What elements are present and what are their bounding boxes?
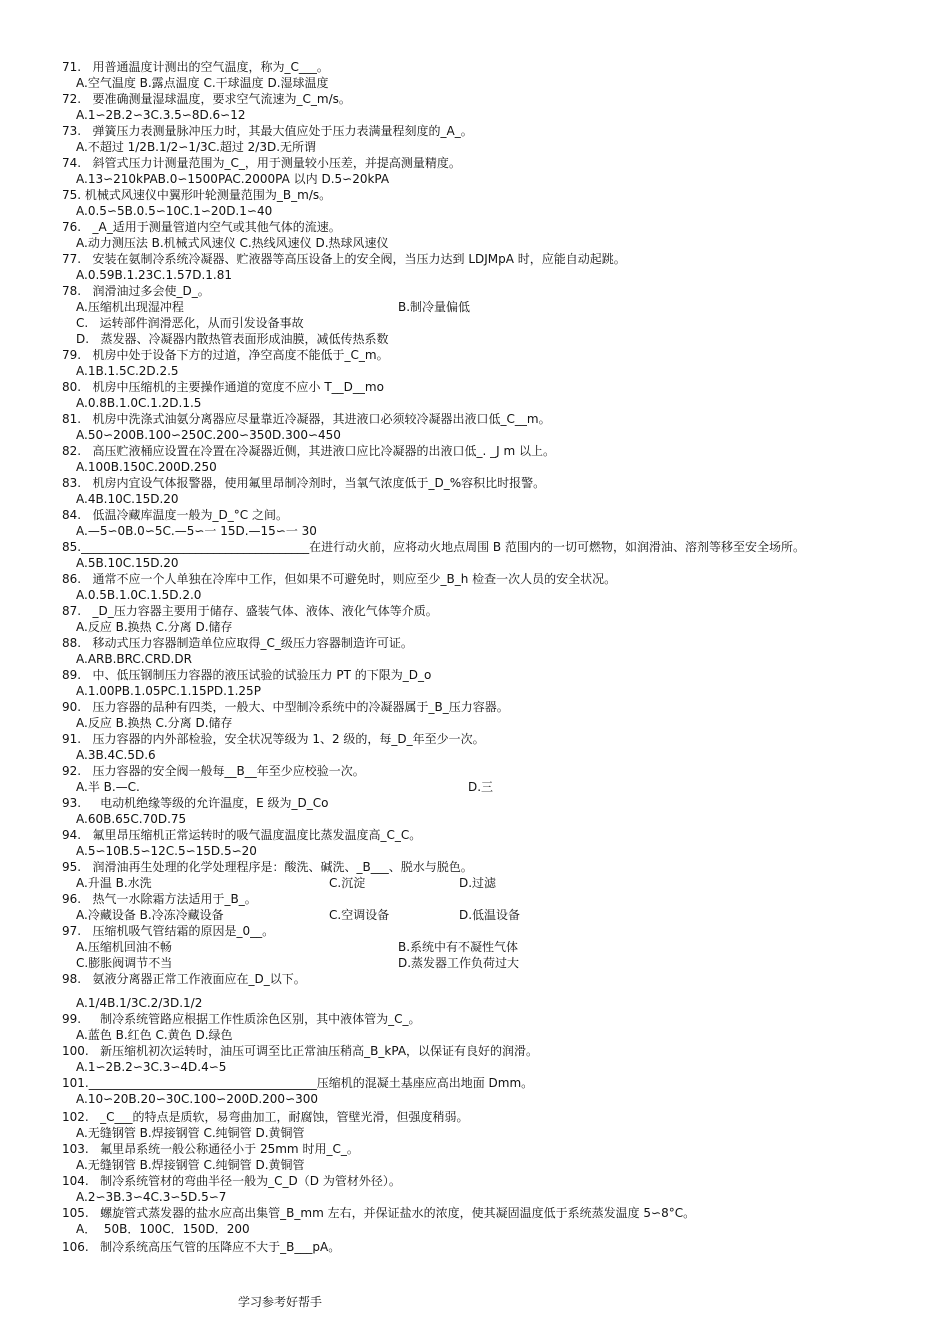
text-line-q99a: A.蓝色 B.红色 C.黄色 D.绿色 (76, 1028, 233, 1042)
text-line-q99: 99. 制冷系统管路应根据工作性质涂色区别，其中液体管为_C_。 (62, 1012, 421, 1026)
text-line-q72: 72. 要准确测量湿球温度，要求空气流速为_C_m/s。 (62, 92, 351, 106)
text-line-q103a: A.无缝钢管 B.焊接钢管 C.纯铜管 D.黄铜管 (76, 1158, 305, 1172)
text-line-q75: 75. 机械式风速仪中翼形叶轮测量范围为_B_m/s。 (62, 188, 332, 202)
text-line-q74: 74. 斜管式压力计测量范围为_C_，用于测量较小压差，并提高测量精度。 (62, 156, 461, 170)
text-line-q76a: A.动力测压法 B.机械式风速仪 C.热线风速仪 D.热球风速仪 (76, 236, 389, 250)
text-line-q72a: A.1∽2B.2∽3C.3.5∽8D.6∽12 (76, 108, 246, 122)
text-line-q71: 71. 用普通温度计测出的空气温度，称为_C___。 (62, 60, 329, 74)
text-line-q73: 73. 弹簧压力表测量脉冲压力时，其最大值应处于压力表满量程刻度的_A_。 (62, 124, 473, 138)
text-line-q100: 100. 新压缩机初次运转时，油压可调至比正常油压稍高_B_kPA，以保证有良好的润滑。 (62, 1044, 539, 1058)
text-line-q80a: A.0.8B.1.0C.1.2D.1.5 (76, 396, 202, 410)
text-line-q95: 95. 润滑油再生处理的化学处理程序是：酸洗、碱洗、_B___、脱水与脱色。 (62, 860, 473, 874)
text-line-q88a: A.ARB.BRC.CRD.DR (76, 652, 192, 666)
text-line-q92: 92. 压力容器的安全阀一般每__B__年至少应校验一次。 (62, 764, 365, 778)
text-line-q93: 93. 电动机绝缘等级的允许温度，E 级为_D_Co (62, 796, 329, 810)
text-line-q87a: A.反应 B.换热 C.分离 D.储存 (76, 620, 233, 634)
text-line-q78c: C. 运转部件润滑恶化，从而引发设备事故 (76, 316, 304, 330)
text-line-q104a: A.2∽3B.3∽4C.3∽5D.5∽7 (76, 1190, 227, 1204)
text-line-q97b: B.系统中有不凝性气体 (398, 940, 519, 954)
text-line-q75a: A.0.5∽5B.0.5∽10C.1∽20D.1∽40 (76, 204, 273, 218)
text-line-q92a: A.半 B.—C. (76, 780, 140, 794)
text-line-q94: 94. 氟里昂压缩机正常运转时的吸气温度温度比蒸发温度高_C_C。 (62, 828, 422, 842)
text-line-q83a: A.4B.10C.15D.20 (76, 492, 179, 506)
text-line-q97d: D.蒸发器工作负荷过大 (398, 956, 520, 970)
text-line-q98a: A.1/4B.1/3C.2/3D.1/2 (76, 996, 203, 1010)
text-line-q84: 84. 低温冷藏库温度一般为_D_°C 之间。 (62, 508, 288, 522)
text-line-q92b: D.三 (468, 780, 494, 794)
text-line-q86: 86. 通常不应一个人单独在冷库中工作，但如果不可避免时，则应至少_B_h 检查一次人员的安全状况。 (62, 572, 617, 586)
text-line-q96: 96. 热气一水除霜方法适用于_B_。 (62, 892, 257, 906)
text-line-q81: 81. 机房中洗涤式油氨分离器应尽量靠近冷凝器，其进液口必须较冷凝器出液口低_C__m。 (62, 412, 551, 426)
page-footer: 学习参考好帮手 (238, 1295, 323, 1309)
text-line-q88: 88. 移动式压力容器制造单位应取得_C_级压力容器制造许可证。 (62, 636, 413, 650)
text-line-q97c: C.膨胀阀调节不当 (76, 956, 173, 970)
text-line-q96c: D.低温设备 (459, 908, 521, 922)
text-line-q85: 85.______________________________________在进行动火前，应将动火地点周围 B 范围内的一切可燃物，如润滑油、溶剂等移至安全场所。 (62, 540, 805, 554)
text-line-q105: 105. 螺旋管式蒸发器的盐水应高出集管_B_mm 左右，并保证盐水的浓度，使其凝固温度低于系统蒸发温度 5∽8°C。 (62, 1206, 696, 1220)
text-line-q78a: A.压缩机出现湿冲程 (76, 300, 184, 314)
text-line-q79a: A.1B.1.5C.2D.2.5 (76, 364, 179, 378)
text-line-q85a: A.5B.10C.15D.20 (76, 556, 179, 570)
text-line-q87: 87. _D_压力容器主要用于储存、盛装气体、液体、液化气体等介质。 (62, 604, 438, 618)
text-line-q82a: A.100B.150C.200D.250 (76, 460, 217, 474)
text-line-q78: 78. 润滑油过多会使_D_。 (62, 284, 210, 298)
text-line-q103: 103. 氟里昂系统一般公称通径小于 25mm 时用_C_。 (62, 1142, 359, 1156)
text-line-q95b: C.沉淀 (329, 876, 366, 890)
text-line-q93a: A.60B.65C.70D.75 (76, 812, 187, 826)
text-line-q102: 102. _C___的特点是质软，易弯曲加工，耐腐蚀，管壁光滑，但强度稍弱。 (62, 1110, 469, 1124)
text-line-q84a: A.—5∽0B.0∽5C.—5∽一 15D.—15∽一 30 (76, 524, 317, 538)
text-line-q94a: A.5∽10B.5∽12C.5∽15D.5∽20 (76, 844, 257, 858)
text-line-q82: 82. 高压贮液桶应设置在冷置在冷凝器近侧，其进液口应比冷凝器的出液口低_. _J m 以上。 (62, 444, 556, 458)
text-line-q89: 89. 中、低压钢制压力容器的液压试验的试验压力 PT 的下限为_D_o (62, 668, 432, 682)
text-line-q97a: A.压缩机回油不畅 (76, 940, 172, 954)
text-line-q96b: C.空调设备 (329, 908, 390, 922)
text-line-q91a: A.3B.4C.5D.6 (76, 748, 156, 762)
text-line-q86a: A.0.5B.1.0C.1.5D.2.0 (76, 588, 202, 602)
text-line-q101a: A.10∽20B.20∽30C.100∽200D.200∽300 (76, 1092, 319, 1106)
text-line-q76: 76. _A_适用于测量管道内空气或其他气体的流速。 (62, 220, 341, 234)
text-line-q91: 91. 压力容器的内外部检验，安全状况等级为 1、2 级的，每_D_年至少一次。 (62, 732, 485, 746)
text-line-q105a: A． 50B．100C．150D．200 (76, 1222, 250, 1236)
text-line-q79: 79. 机房中处于设备下方的过道，净空高度不能低于_C_m。 (62, 348, 389, 362)
text-line-q90a: A.反应 B.换热 C.分离 D.储存 (76, 716, 233, 730)
text-line-q83: 83. 机房内宜设气体报警器，使用氟里昂制冷剂时，当氧气浓度低于_D_%容积比时报警。 (62, 476, 546, 490)
text-line-q89a: A.1.00PB.1.05PC.1.15PD.1.25P (76, 684, 261, 698)
text-line-q78b: B.制冷量偏低 (398, 300, 471, 314)
text-line-q98: 98. 氨液分离器正常工作液面应在_D_以下。 (62, 972, 306, 986)
text-line-q95c: D.过滤 (459, 876, 497, 890)
text-line-q71a: A.空气温度 B.露点温度 C.干球温度 D.湿球温度 (76, 76, 329, 90)
text-line-q106: 106. 制冷系统高压气管的压降应不大于_B___pA。 (62, 1240, 341, 1254)
text-line-q74a: A.13∽210kPAB.0∽1500PAC.2000PA 以内 D.5∽20kPA (76, 172, 390, 186)
text-line-q100a: A.1∽2B.2∽3C.3∽4D.4∽5 (76, 1060, 227, 1074)
text-line-q95a: A.升温 B.水洗 (76, 876, 152, 890)
text-line-q96a: A.冷藏设备 B.冷冻冷藏设备 (76, 908, 224, 922)
text-line-q77a: A.0.59B.1.23C.1.57D.1.81 (76, 268, 232, 282)
text-line-q104: 104. 制冷系统管材的弯曲半径一般为_C_D（D 为管材外径）。 (62, 1174, 401, 1188)
text-line-q102a: A.无缝钢管 B.焊接钢管 C.纯铜管 D.黄铜管 (76, 1126, 305, 1140)
text-line-q81a: A.50∽200B.100∽250C.200∽350D.300∽450 (76, 428, 341, 442)
text-line-q97: 97. 压缩机吸气管结霜的原因是_0__。 (62, 924, 275, 938)
text-line-q90: 90. 压力容器的品种有四类，一般大、中型制冷系统中的冷凝器属于_B_压力容器。 (62, 700, 509, 714)
text-line-q78d: D. 蒸发器、冷凝器内散热管表面形成油膜，减低传热系数 (76, 332, 389, 346)
text-line-q80: 80. 机房中压缩机的主要操作通道的宽度不应小 T__D__mo (62, 380, 384, 394)
text-line-q77: 77. 安装在氨制冷系统冷凝器、贮液器等高压设备上的安全阀，当压力达到 LDJMpA 时，应能自动起跳。 (62, 252, 626, 266)
text-line-q101: 101.______________________________________压缩机的混凝土基座应高出地面 Dmm。 (62, 1076, 534, 1090)
text-line-q73a: A.不超过 1/2B.1/2∽1/3C.超过 2/3D.无所谓 (76, 140, 317, 154)
